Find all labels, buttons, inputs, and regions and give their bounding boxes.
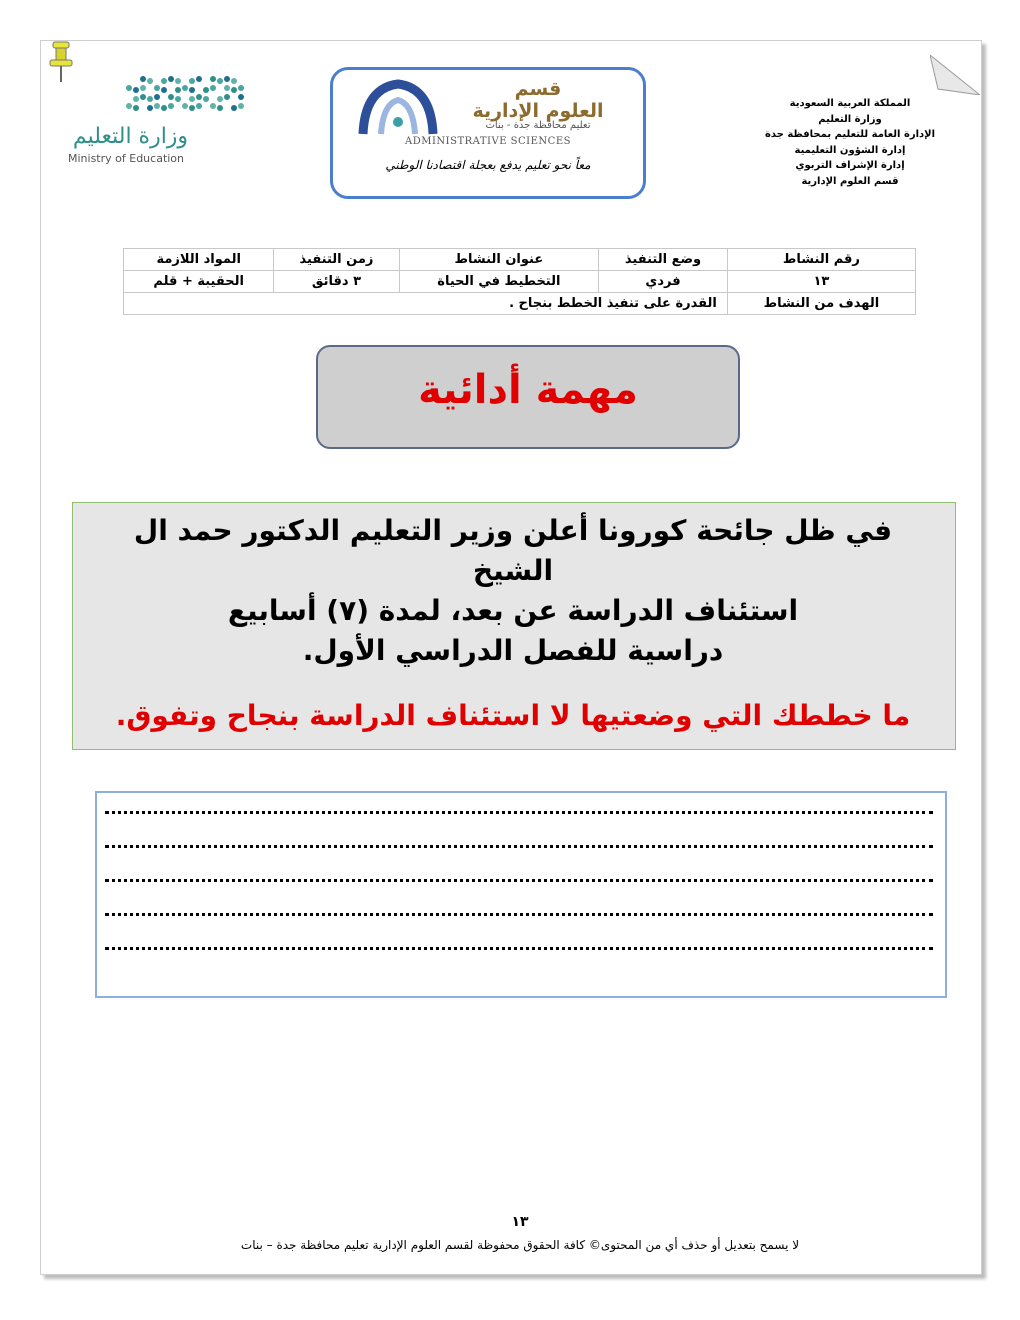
table-cell: الحقيبة + قلم [124,271,274,293]
department-title-line2: العلوم الإدارية [472,100,604,122]
logo-dot [224,94,230,100]
answer-line[interactable] [105,811,933,814]
logo-dot [133,105,139,111]
logo-dot [175,87,181,93]
copyright-notice: لا يسمح بتعديل أو حذف أي من المحتوى© كافة الحقوق محفوظة لقسم العلوم الإدارية تعليم محافظة جدة – بنات [240,1238,800,1252]
table-header-cell: رقم النشاط [727,249,915,271]
logo-dot [147,96,153,102]
logo-dot [238,94,244,100]
logo-dot [203,96,209,102]
admin-line: قسم العلوم الإدارية [801,175,899,187]
table-header-cell: المواد اللازمة [124,249,274,271]
logo-dot [189,78,195,84]
table-cell: التخطيط في الحياة [399,271,599,293]
logo-dot [238,103,244,109]
logo-dot [133,96,139,102]
logo-dot [203,87,209,93]
table-cell: ٣ دقائق [274,271,399,293]
admin-line: إدارة الشؤون التعليمية [794,144,906,156]
logo-dot [238,85,244,91]
department-title-line1: قسم [514,78,562,100]
logo-dot [133,87,139,93]
ministry-logo-english: Ministry of Education [68,152,185,165]
goal-label-cell: الهدف من النشاط [727,293,915,315]
admin-line: المملكة العربية السعودية [789,98,911,109]
answer-area[interactable] [95,791,947,998]
department-emblem-icon [353,78,443,136]
logo-dot [147,105,153,111]
admin-line: إدارة الإشراف التربوي [795,160,905,171]
logo-dot [224,85,230,91]
logo-dot [217,105,223,111]
logo-dot [168,94,174,100]
logo-dot [189,105,195,111]
department-logo-box [330,67,646,199]
table-goal-row [124,293,916,315]
logo-dot [126,103,132,109]
activity-info-table [123,248,916,315]
logo-dot [175,78,181,84]
page-fold-corner [930,55,980,95]
table-row [124,271,916,293]
logo-dot [154,94,160,100]
logo-dot [140,85,146,91]
logo-dot [196,76,202,82]
logo-dot [231,78,237,84]
ministry-logo-arabic: وزارة التعليم [72,124,189,149]
logo-dot [140,76,146,82]
logo-dot [210,76,216,82]
logo-dot [161,87,167,93]
prompt-line: استئناف الدراسة عن بعد، لمدة (٧) أسابيع [227,594,799,627]
page-number: ١٣ [511,1214,529,1230]
table-cell: فردي [599,271,728,293]
department-title [463,78,613,122]
department-subtitle: تعليم محافظة جدة - بنات [485,120,591,131]
table-header-cell: عنوان النشاط [399,249,599,271]
task-title: مهمة أدائية [418,367,638,413]
logo-dot [140,94,146,100]
logo-dot [231,105,237,111]
logo-dot [196,103,202,109]
goal-value-cell: القدرة على تنفيذ الخطط بنجاح . [124,293,728,315]
answer-line[interactable] [105,845,933,848]
logo-dot [161,78,167,84]
logo-dot [217,96,223,102]
prompt-text [113,511,913,671]
table-header-row [124,249,916,271]
table-cell: ١٣ [727,271,915,293]
answer-line[interactable] [105,913,933,916]
logo-dot [217,78,223,84]
answer-line[interactable] [105,947,933,950]
table-header-cell: زمن التنفيذ [274,249,399,271]
admin-line: الإدارة العامة للتعليم بمحافظة جدة [764,129,936,140]
logo-dot [154,85,160,91]
answer-line[interactable] [105,879,933,882]
logo-dot [224,76,230,82]
department-slogan: معاً نحو تعليم يدفع بعجلة اقتصادنا الوطني [385,158,591,172]
logo-dot [182,103,188,109]
logo-dot [182,85,188,91]
task-title-box [316,345,740,449]
prompt-box [72,502,956,750]
logo-dot [154,103,160,109]
ministry-logo-dots [126,76,246,116]
logo-dot [147,78,153,84]
logo-dot [231,87,237,93]
administration-header [760,96,940,189]
logo-dot [126,85,132,91]
logo-dot [210,85,216,91]
prompt-line: في ظل جائحة كورونا أعلن وزير التعليم الدكتور حمد ال الشيخ [133,514,893,587]
prompt-question: ما خططك التي وضعتيها لا استئناف الدراسة بنجاح وتفوق. [115,699,911,732]
table-header-cell: وضع التنفيذ [599,249,728,271]
logo-dot [189,96,195,102]
admin-line: وزارة التعليم [818,113,882,125]
logo-dot [189,87,195,93]
logo-dot [161,105,167,111]
logo-dot [168,76,174,82]
department-english-name: ADMINISTRATIVE SCIENCES [405,136,571,147]
prompt-line: دراسية للفصل الدراسي الأول. [302,634,724,667]
logo-dot [196,94,202,100]
ministry-logo [60,72,250,167]
logo-dot [175,96,181,102]
logo-dot [210,103,216,109]
logo-dot [168,103,174,109]
